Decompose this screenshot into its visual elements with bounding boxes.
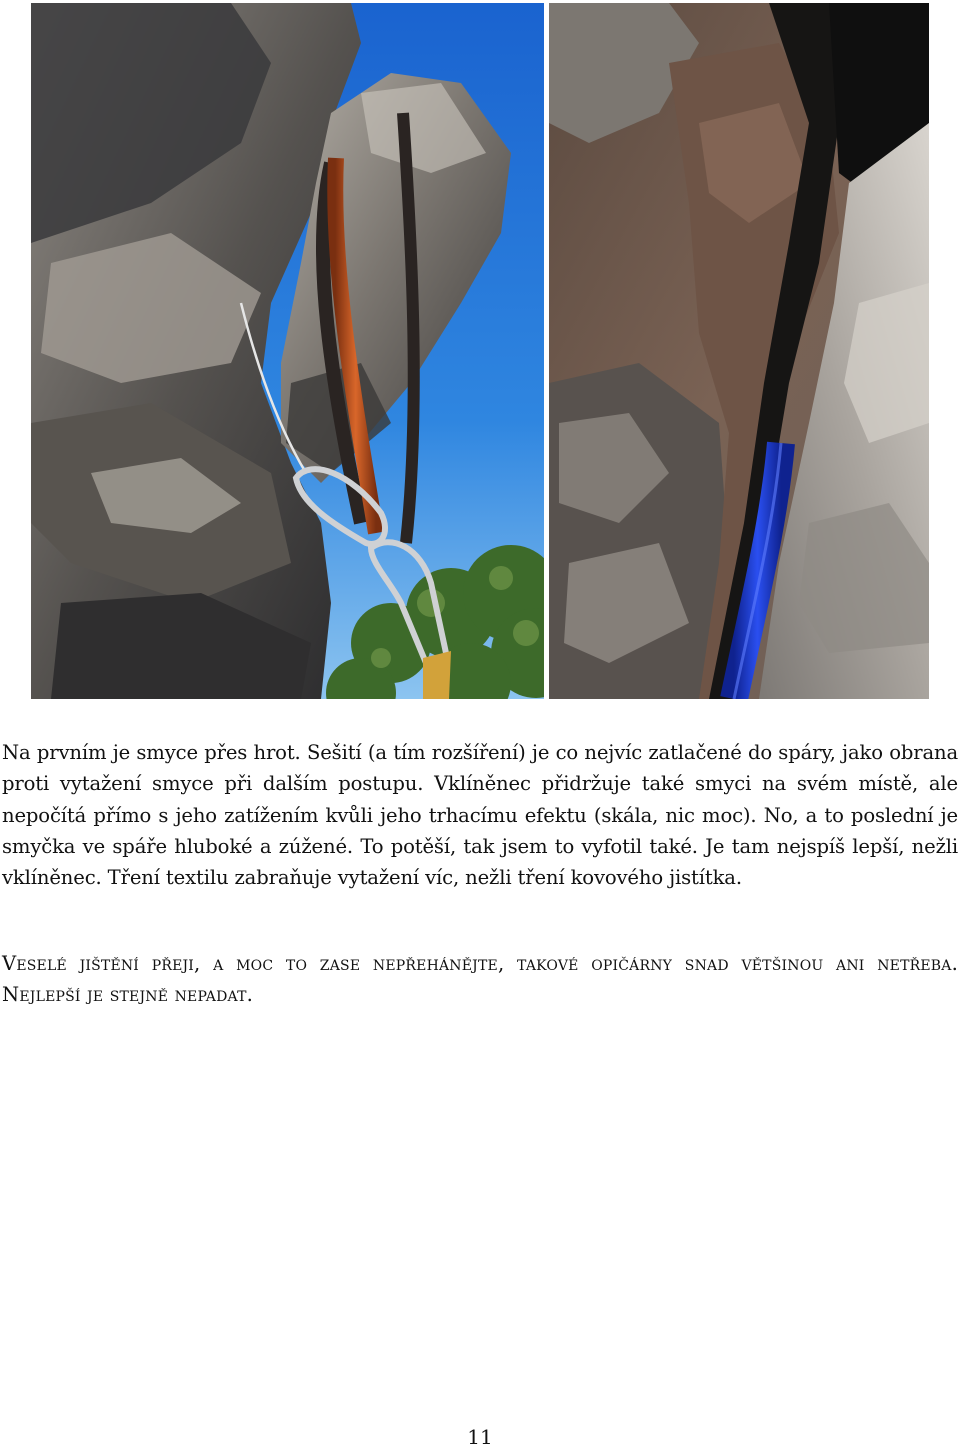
paragraph-description: Na prvním je smyce přes hrot. Sešití (a tím rozšíření) je co nejvíc zatlačené do spáry, jako obrana proti vytažení smyce při dalším postupu. Vklíněnec přidržuje také smyci na svém místě, ale nepočítá přímo s jeho zatížením kvůli jeho trhacímu efektu (skála, nic moc). No, a to poslední je smyčka ve spáře hluboké a zúžené. To potěší, tak jsem to vyfotil také. Je tam nejspíš lepší, nežli vklíněnec. Tření textilu zabraňuje vytažení víc, nežli tření kovového jistítka. <box>2 741 958 890</box>
photo-sling-in-crack <box>549 3 929 699</box>
photo-sling-over-horn <box>31 3 544 699</box>
paragraph-closing: Veselé jištění přeji, a moc to zase nepřehánějte, takové opičárny snad většinou ani netřeba. Nejlepší je stejně nepadat. <box>2 952 958 1007</box>
page-number: 11 <box>467 1425 493 1449</box>
photo-sling-in-crack-image <box>549 3 929 699</box>
photo-sling-over-horn-image <box>31 3 544 699</box>
